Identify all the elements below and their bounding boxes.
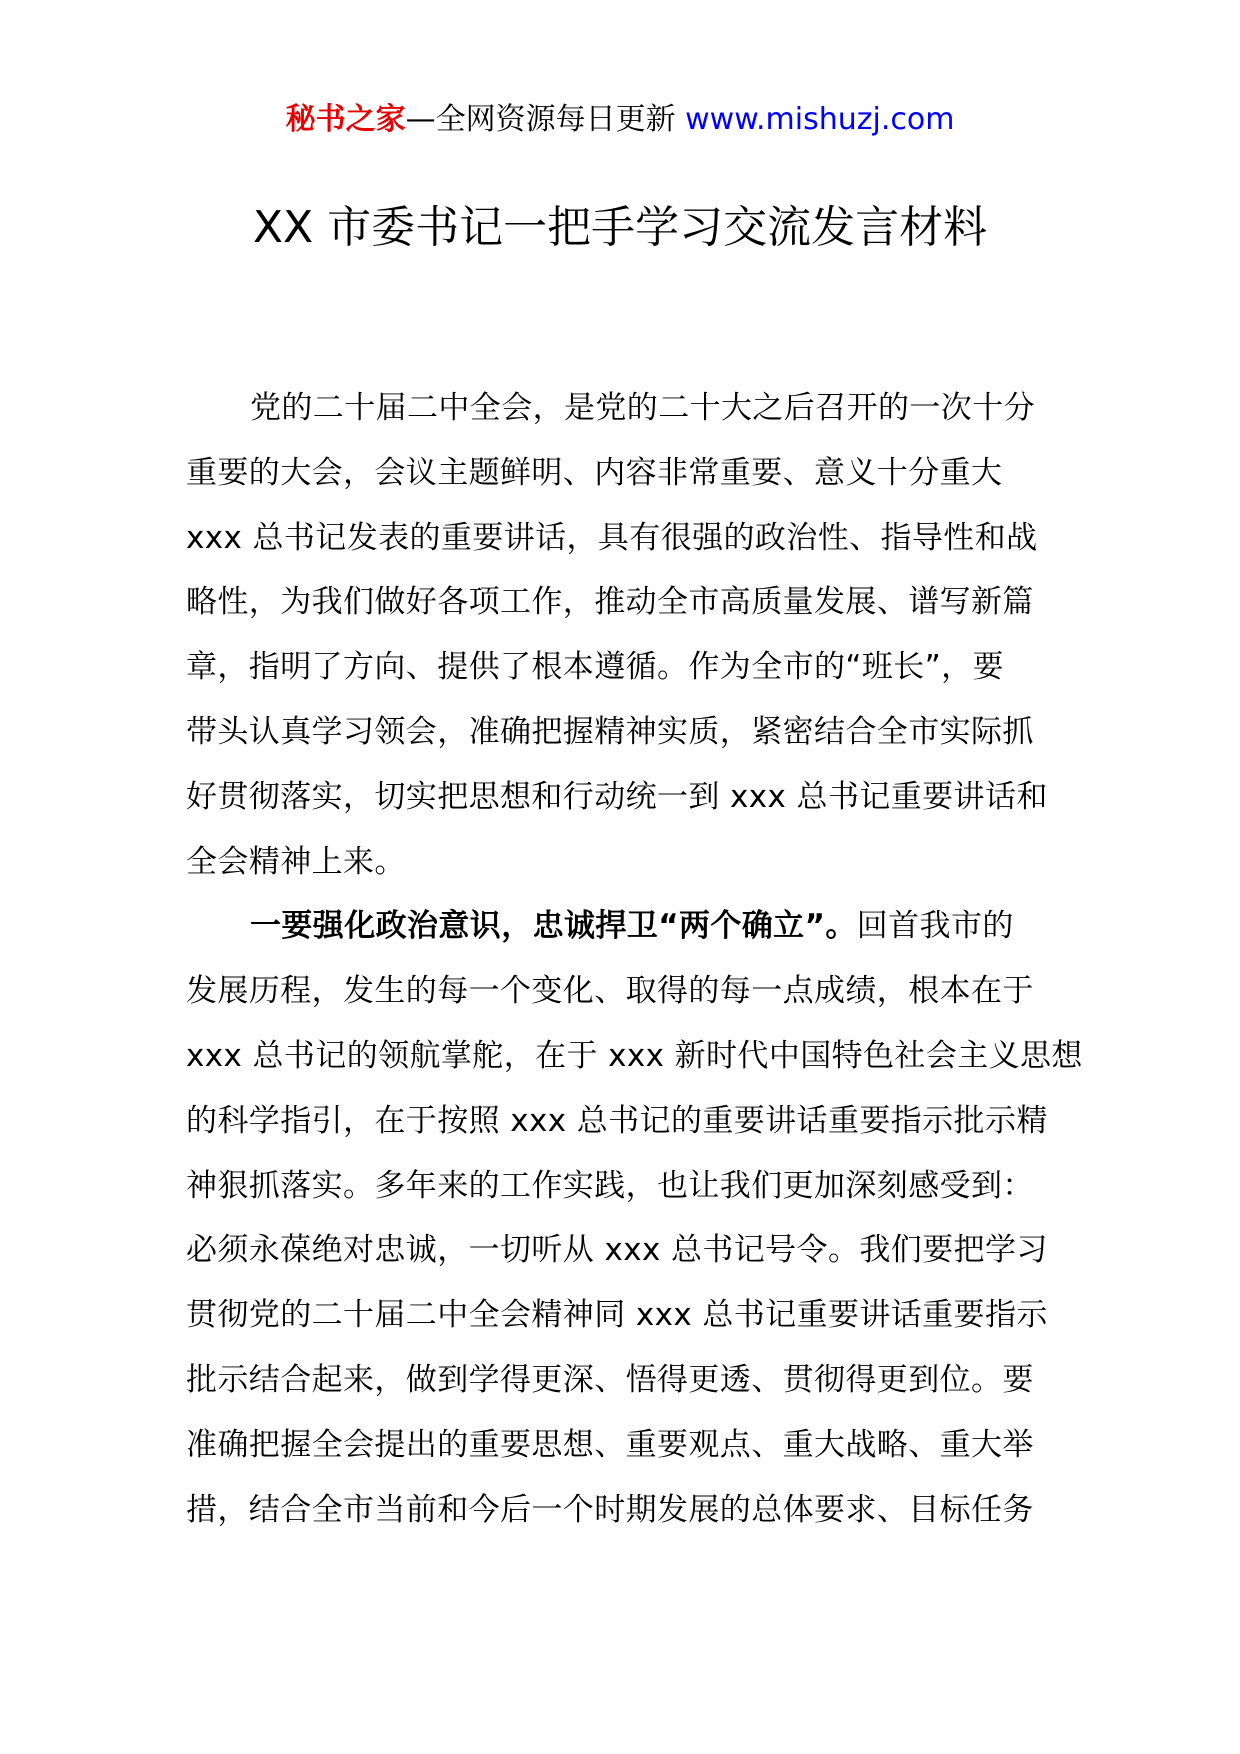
paragraph-line: 准确把握全会提出的重要思想、重要观点、重大战略、重大举 <box>186 1426 1034 1463</box>
paragraph-line: 全会精神上来。 <box>186 843 406 880</box>
paragraph-line: 重要的大会，会议主题鲜明、内容非常重要、意义十分重大 <box>186 454 1003 491</box>
paragraph-line: 的科学指引，在于按照 xxx 总书记的重要讲话重要指示批示精 <box>186 1102 1048 1139</box>
site-url-link[interactable]: www.mishuzj.com <box>685 102 955 137</box>
document-title: XX 市委书记一把手学习交流发言材料 <box>252 202 988 253</box>
header-slogan: —全网资源每日更新 <box>405 102 676 137</box>
paragraph-line: xxx 总书记的领航掌舵，在于 xxx 新时代中国特色社会主义思想 <box>186 1037 1083 1074</box>
paragraph-line: 批示结合起来，做到学得更深、悟得更透、贯彻得更到位。要 <box>186 1361 1034 1398</box>
section-heading: 一要强化政治意识，忠诚捍卫“两个确立”。 <box>250 908 857 945</box>
brand-name: 秘书之家 <box>285 102 406 137</box>
document-body <box>186 376 1083 1542</box>
paragraph-line: 章，指明了方向、提供了根本遵循。作为全市的“班长”，要 <box>186 649 1004 686</box>
section-heading-line <box>186 894 1054 959</box>
paragraph-line: 贯彻党的二十届二中全会精神同 xxx 总书记重要讲话重要指示 <box>186 1297 1048 1334</box>
paragraph-line: 好贯彻落实，切实把思想和行动统一到 xxx 总书记重要讲话和 <box>186 778 1048 815</box>
paragraph-line: 党的二十届二中全会，是党的二十大之后召开的一次十分 <box>250 390 1035 426</box>
site-header <box>0 100 1240 140</box>
paragraph-line: 略性，为我们做好各项工作，推动全市高质量发展、谱写新篇 <box>186 584 1034 621</box>
paragraph-line: 神狠抓落实。多年来的工作实践，也让我们更加深刻感受到： <box>186 1167 1034 1204</box>
section-heading-rest: 回首我市的 <box>856 908 1014 945</box>
paragraph-line: 措，结合全市当前和今后一个时期发展的总体要求、目标任务 <box>186 1491 1034 1528</box>
paragraph-line: 必须永葆绝对忠诚，一切听从 xxx 总书记号令。我们要把学习 <box>186 1232 1048 1269</box>
paragraph-line: 发展历程，发生的每一个变化、取得的每一点成绩，根本在于 <box>186 973 1034 1010</box>
paragraph-line: 带头认真学习领会，准确把握精神实质，紧密结合全市实际抓 <box>186 713 1034 750</box>
paragraph-line: xxx 总书记发表的重要讲话，具有很强的政治性、指导性和战 <box>186 519 1038 556</box>
